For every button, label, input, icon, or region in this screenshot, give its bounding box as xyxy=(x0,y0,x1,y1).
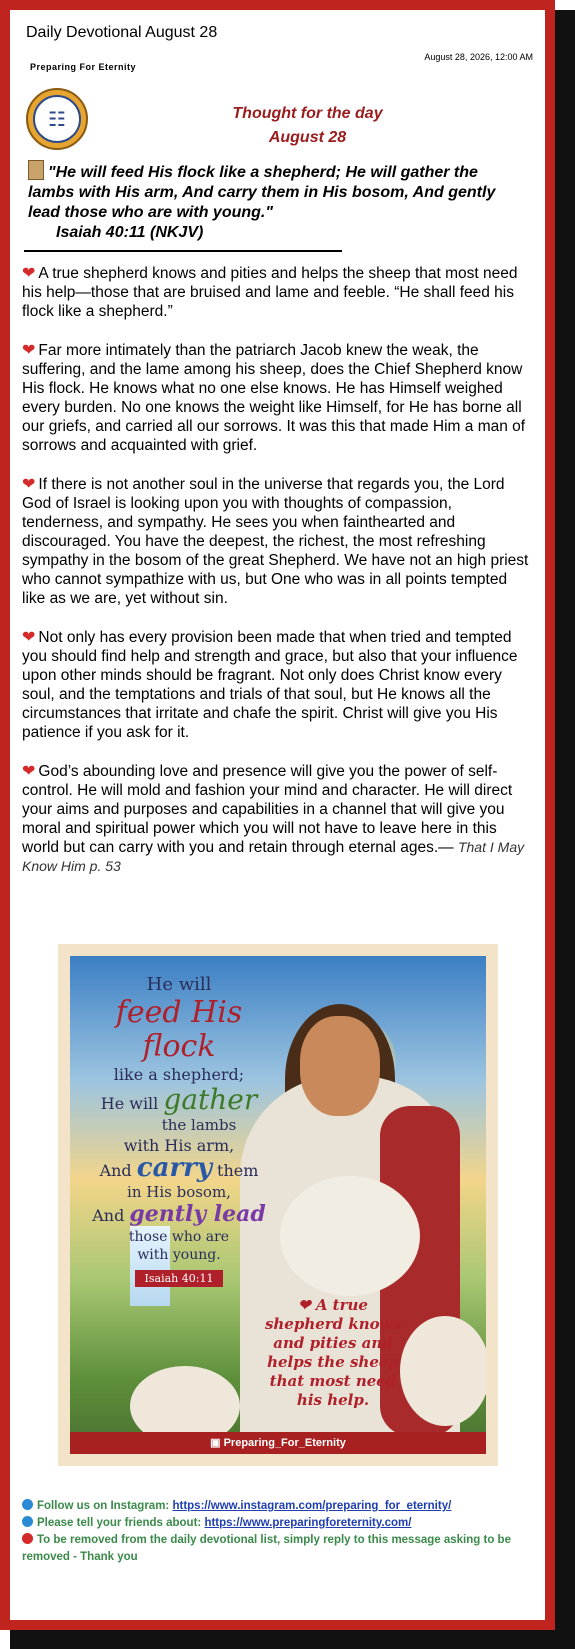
heart-icon: ❤ xyxy=(22,629,36,646)
send-date: August 28, 2026, 12:00 AM xyxy=(424,52,533,62)
globe-icon xyxy=(22,1516,33,1527)
footer xyxy=(22,1498,542,1566)
lamb xyxy=(280,1176,420,1296)
sender-name: Preparing For Eternity xyxy=(30,62,137,72)
divider xyxy=(24,250,342,252)
thought-heading xyxy=(10,102,545,150)
poster-quote: ❤ A true shepherd knows and pities and helps the sheep that most need his help. xyxy=(264,1296,402,1409)
instagram-handle: ▣ Preparing_For_Eternity xyxy=(70,1432,486,1454)
thought-line-1: Thought for the day xyxy=(232,105,383,122)
paragraph: ❤ Far more intimately than the patriarch Jacob knew the weak, the suffering, and the lame among his sheep, does the Chief Shepherd know His flock. He knows what no one else knows. He has Himself weighed every burden. No one knows the weight like Himself, for He has borne all our griefs, and carried all our sorrows. It was this that made Him a man of sorrows and acquainted with grief. xyxy=(22,342,526,454)
heart-icon: ❤ xyxy=(22,476,36,493)
paragraph: ❤ God’s abounding love and presence will give you the power of self-control. He will mold and fashion your mind and character. He will direct your aims and purposes and capabilities in a channel that will give you moral and spiritual power which you will not have to leave here in this world but can carry with you and retain through eternal ages.— That I May Know Him p. 53 xyxy=(22,763,525,874)
devotional-body xyxy=(22,264,534,896)
paragraph: ❤ A true shepherd knows and pities and helps the sheep that most need his help—those that are bruised and lame and feeble. “He shall feed his flock like a shepherd.” xyxy=(22,265,518,320)
poster-art xyxy=(70,956,486,1454)
footer-website: Please tell your friends about: https://www.preparingforeternity.com/ xyxy=(22,1515,542,1532)
scripture-verse xyxy=(28,160,528,243)
paragraph: ❤ If there is not another soul in the universe that regards you, the Lord God of Israel is looking upon you with thoughts of compassion, tenderness, and sympathy. He sees you when fainthearted and discouraged. You have the deepest, the richest, the most refreshing sympathy in the bosom of the great Shepherd. We have not an high priest who cannot sympathize with us, but One who was in all points tempted like as we are, yet without sin. xyxy=(22,476,529,607)
verse-reference: Isaiah 40:11 (NKJV) xyxy=(56,224,204,241)
website-link[interactable]: https://www.preparingforeternity.com/ xyxy=(204,1517,412,1529)
poster-verse: He will feed His flock like a shepherd; He will gather the lambs with His arm, And carry them in His bosom, And gently lead those who are with young. Isaiah 40:11 xyxy=(92,974,266,1285)
heart-icon: ❤ xyxy=(298,1296,316,1314)
poster-reference: Isaiah 40:11 xyxy=(135,1270,224,1287)
devotional-title: Daily Devotional August 28 xyxy=(26,24,218,41)
paragraph: ❤ Not only has every provision been made that when tried and tempted you should find help and strength and grace, but also that your influence upon other minds should be fragrant. Not only does Christ know every soul, and the temptations and trials of that soul, but He knows all the circumstances that irritate and chafe the spirit. Christ will give you His patience if you ask for it. xyxy=(22,629,518,741)
open-book-icon: ☷ xyxy=(33,95,81,143)
heart-icon: ❤ xyxy=(22,342,36,359)
instagram-link[interactable]: https://www.instagram.com/preparing_for_eternity/ xyxy=(172,1500,452,1512)
instagram-icon: ▣ xyxy=(210,1437,224,1449)
heart-icon: ❤ xyxy=(22,265,36,282)
heart-icon: ❤ xyxy=(22,763,36,780)
red-circle-icon xyxy=(22,1533,33,1544)
globe-icon xyxy=(22,1499,33,1510)
citation: That I May Know Him p. 53 xyxy=(22,839,525,874)
sheep xyxy=(400,1316,486,1426)
footer-instagram: Follow us on Instagram: https://www.instagram.com/preparing_for_eternity/ xyxy=(22,1498,542,1515)
shepherd-poster-image xyxy=(58,944,498,1466)
shepherd-face xyxy=(300,1016,380,1116)
scroll-icon xyxy=(28,160,44,180)
thought-date: August 28 xyxy=(268,129,347,146)
footer-unsubscribe: To be removed from the daily devotional list, simply reply to this message asking to be removed - Thank you xyxy=(22,1534,511,1563)
verse-text: "He will feed His flock like a shepherd; He will gather the lambs with His arm, And carry them in His bosom, And gently lead those who are with young." xyxy=(28,164,496,221)
